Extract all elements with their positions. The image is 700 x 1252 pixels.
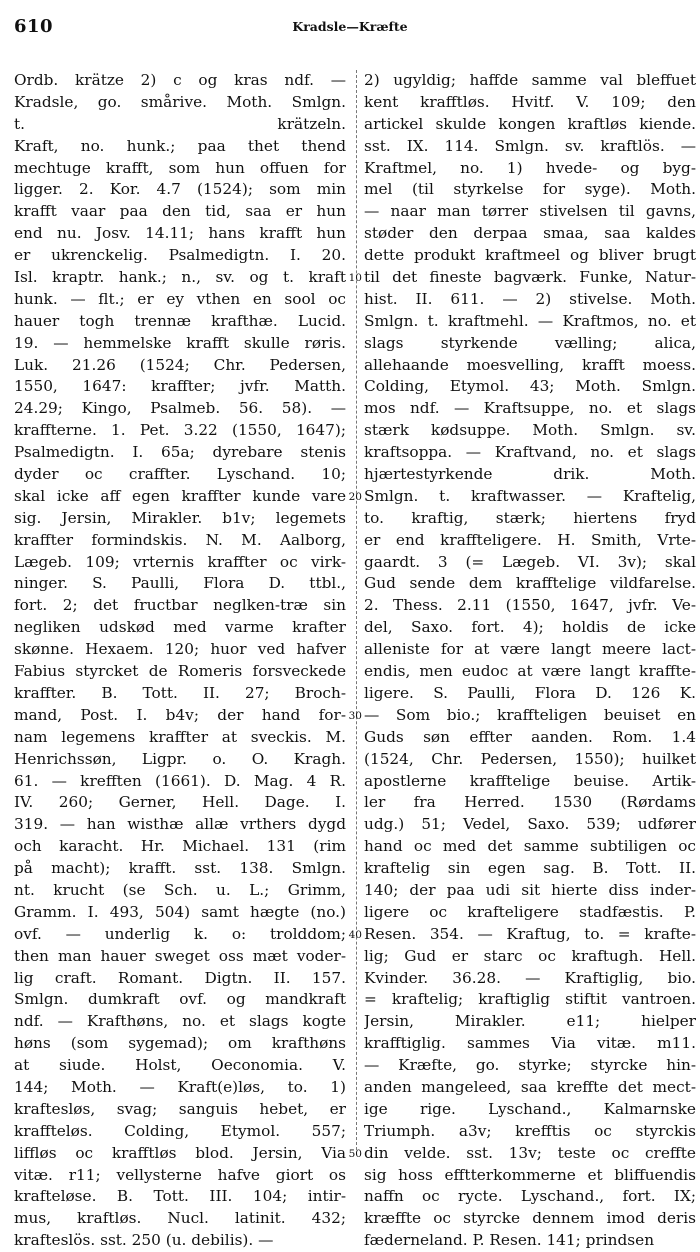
text-line: lig; Gud er starc oc kraftugh. Hell.	[364, 946, 696, 965]
line-number: 50	[348, 1148, 362, 1161]
text-line: Ordb. krätze 2) c og kras ndf. —	[14, 71, 346, 89]
line-number: 40	[348, 929, 362, 942]
text-line: ninger. S. Paulli, Flora D. ttbl.,	[14, 574, 346, 593]
text-line: Gud sende dem krafftelige vildfarelse.	[364, 574, 696, 593]
text-line: krafteløse. B. Tott. III. 104; intir-	[14, 1187, 346, 1206]
text-line: Jersin, Mirakler. e11; hielper	[364, 1012, 696, 1031]
text-line: sig hoss efftterkommerne et bliffuendis	[364, 1165, 696, 1184]
text-line: 19. — hemmelske krafft skulle røris.	[14, 333, 346, 352]
text-line: din velde. sst. 13v; teste oc creffte	[364, 1143, 696, 1162]
text-line: 24.29; Kingo, Psalmeb. 56. 58). —	[14, 399, 346, 418]
text-line: to. kraftig, stærk; hiertens fryd	[364, 508, 696, 527]
text-line: — Som bio.; kraffteligen beuiset en	[364, 705, 696, 724]
text-line: ovf. — underlig k. o: trolddom;	[14, 924, 346, 943]
text-line: Gramm. I. 493, 504) samt hægte (no.)	[14, 902, 346, 921]
text-line: hist. II. 611. — 2) stivelse. Moth.	[364, 289, 696, 308]
text-line: negliken udskød med varme krafter	[14, 618, 346, 637]
text-line: Kradsle, go. smårive. Moth. Smlgn.	[14, 92, 346, 111]
text-line: Kvinder. 36.28. — Kraftiglig, bio.	[364, 968, 696, 987]
text-line: vitæ. r11; vellysterne hafve giort os	[14, 1165, 346, 1184]
text-line: ligere oc krafteligere stadfæstis. P.	[364, 902, 696, 921]
text-line: krafftiglig. sammes Via vitæ. m11.	[364, 1034, 696, 1053]
text-line: Lægeb. 109; vrternis kraffter oc virk-	[14, 552, 346, 571]
text-line: skal icke aff egen kraffter kunde vare	[14, 486, 346, 505]
text-line: hauer togh trennæ krafthæ. Lucid.	[14, 311, 346, 330]
text-line: gaardt. 3 (= Lægeb. VI. 3v); skal	[364, 552, 696, 571]
text-line: then man hauer sweget oss mæt voder-	[14, 946, 346, 965]
text-line: 140; der paa udi sit hierte diss inder-	[364, 880, 696, 899]
text-line: sig. Jersin, Mirakler. b1v; legemets	[14, 508, 346, 527]
text-line: ndf. — Krafthøns, no. et slags kogte	[14, 1012, 346, 1031]
text-line: Triumph. a3v; krefftis oc styrckis	[364, 1121, 696, 1140]
text-line: = kraftelig; kraftiglig stiftit vantroen.	[364, 990, 696, 1009]
text-line: kraffteløs. Colding, Etymol. 557;	[14, 1121, 346, 1140]
text-line: nam legemens kraffter at sveckis. M.	[14, 727, 346, 746]
text-line: kraftsoppa. — Kraftvand, no. et slags	[364, 443, 696, 462]
text-line: liffløs oc krafftløs blod. Jersin, Via	[14, 1143, 346, 1162]
text-line: kraftelig sin egen sag. B. Tott. II.	[364, 859, 696, 878]
text-line: 144; Moth. — Kraft(e)løs, to. 1)	[14, 1077, 346, 1096]
column-divider	[356, 70, 357, 1155]
text-line: mus, kraftløs. Nucl. latinit. 432;	[14, 1209, 346, 1228]
text-line: sst. IX. 114. Smlgn. sv. kraftlös. —	[364, 136, 696, 155]
line-number: 30	[348, 710, 362, 723]
text-line: apostlerne krafftelige beuise. Artik-	[364, 771, 696, 790]
text-line: høns (som sygemad); om krafthøns	[14, 1034, 346, 1053]
text-line: 2. Thess. 2.11 (1550, 1647, jvfr. Ve-	[364, 596, 696, 615]
text-line: ligger. 2. Kor. 4.7 (1524); som min	[14, 180, 346, 199]
text-line: — naar man tørrer stivelsen til gavns,	[364, 202, 696, 221]
text-line: ligere. S. Paulli, Flora D. 126 K.	[364, 683, 696, 702]
text-line: Resen. 354. — Kraftug, to. = krafte-	[364, 924, 696, 943]
text-line: kent krafftløs. Hvitf. V. 109; den	[364, 92, 696, 111]
text-line: t. krätzeln.	[14, 114, 346, 133]
text-line: dyder oc craffter. Lyschand. 10;	[14, 465, 346, 484]
text-line: Smlgn. dumkraft ovf. og mandkraft	[14, 990, 346, 1009]
text-line: ige rige. Lyschand., Kalmarnske	[364, 1099, 696, 1118]
page-number: 610	[14, 16, 54, 37]
text-line: 61. — krefften (1661). D. Mag. 4 R.	[14, 771, 346, 790]
running-head: Kradsle—Kræfte	[292, 19, 408, 34]
text-line: skønne. Hexaem. 120; huor ved hafver	[14, 640, 346, 659]
text-line: Psalmedigtn. I. 65a; dyrebare stenis	[14, 443, 346, 462]
line-number: 20	[348, 491, 362, 504]
text-line: 1550, 1647: kraffter; jvfr. Matth.	[14, 377, 346, 396]
text-line: kraffterne. 1. Pet. 3.22 (1550, 1647);	[14, 421, 346, 440]
text-line: Kraft, no. hunk.; paa thet thend	[14, 136, 346, 155]
text-line: Isl. kraptr. hank.; n., sv. og t. kraft	[14, 268, 346, 287]
text-line: at siude. Holst, Oeconomia. V.	[14, 1056, 346, 1075]
text-line: Luk. 21.26 (1524; Chr. Pedersen,	[14, 355, 346, 374]
text-line: Kraftmel, no. 1) hvede- og byg-	[364, 158, 696, 177]
text-line: Guds søn effter aanden. Rom. 1.4	[364, 727, 696, 746]
text-line: 2) ugyldig; haffde samme val bleffuet	[364, 71, 696, 89]
text-line: kraffter formindskis. N. M. Aalborg,	[14, 530, 346, 549]
text-line: och karacht. Hr. Michael. 131 (rim	[14, 837, 346, 856]
text-line: hjærtestyrkende drik. Moth.	[364, 465, 696, 484]
left-column	[14, 70, 346, 1252]
page-header	[0, 16, 700, 44]
line-number: 10	[348, 272, 362, 285]
text-line: end nu. Josv. 14.11; hans krafft hun	[14, 224, 346, 243]
text-line: anden mangeleed, saa kreffte det mect-	[364, 1077, 696, 1096]
text-line: nt. krucht (se Sch. u. L.; Grimm,	[14, 880, 346, 899]
text-line: kraftesløs, svag; sanguis hebet, er	[14, 1099, 346, 1118]
text-line: Colding, Etymol. 43; Moth. Smlgn.	[364, 377, 696, 396]
text-line: naffn oc rycte. Lyschand., fort. IX;	[364, 1187, 696, 1206]
text-line: artickel skulde kongen kraftløs kiende.	[364, 114, 696, 133]
text-line: hunk. — flt.; er ey vthen en sool oc	[14, 289, 346, 308]
text-line: allehaande moesvelling, krafft moess.	[364, 355, 696, 374]
text-line: krafteslös. sst. 250 (u. debilis). —	[14, 1231, 274, 1250]
text-line: stærk kødsuppe. Moth. Smlgn. sv.	[364, 421, 696, 440]
text-line: alleniste for at være langt meere lact-	[364, 640, 696, 659]
text-line: IV. 260; Gerner, Hell. Dage. I.	[14, 793, 346, 812]
text-line: mos ndf. — Kraftsuppe, no. et slags	[364, 399, 696, 418]
text-line: støder den derpaa smaa, saa kaldes	[364, 224, 696, 243]
text-line: Smlgn. t. kraftwasser. — Kraftelig,	[364, 486, 696, 505]
text-line: del, Saxo. fort. 4); holdis de icke	[364, 618, 696, 637]
text-line: mechtuge krafft, som hun offuen for	[14, 158, 346, 177]
text-line: kræffte oc styrcke dennem imod deris	[364, 1209, 696, 1228]
text-line: udg.) 51; Vedel, Saxo. 539; udfører	[364, 815, 696, 834]
text-line: er end kraffteligere. H. Smith, Vrte-	[364, 530, 696, 549]
text-line: mand, Post. I. b4v; der hand for-	[14, 705, 346, 724]
text-line: er ukrenckelig. Psalmedigtn. I. 20.	[14, 246, 346, 265]
text-line: Smlgn. t. kraftmehl. — Kraftmos, no. et	[364, 311, 696, 330]
text-line: krafft vaar paa den tid, saa er hun	[14, 202, 346, 221]
text-line: — Kræfte, go. styrke; styrcke hin-	[364, 1056, 696, 1075]
right-column	[364, 70, 696, 1252]
text-line: lig craft. Romant. Digtn. II. 157.	[14, 968, 346, 987]
text-line: 319. — han wisthæ allæ vrthers dygd	[14, 815, 346, 834]
text-line: mel (til styrkelse for syge). Moth.	[364, 180, 696, 199]
text-line: fort. 2; det fructbar neglken-træ sin	[14, 596, 346, 615]
text-line: dette produkt kraftmeel og bliver brugt	[364, 246, 696, 265]
text-line: fæderneland. P. Resen. 141; prindsen	[364, 1231, 655, 1250]
text-line: (1524, Chr. Pedersen, 1550); huilket	[364, 749, 696, 768]
text-line: Fabius styrcket de Romeris forsveckede	[14, 662, 346, 681]
text-line: kraffter. B. Tott. II. 27; Broch-	[14, 683, 346, 702]
text-line: til det fineste bagværk. Funke, Natur-	[364, 268, 696, 287]
text-line: ler fra Herred. 1530 (Rørdams	[364, 793, 696, 812]
text-line: hand oc med det samme subtiligen oc	[364, 837, 696, 856]
text-line: endis, men eudoc at være langt kraffte-	[364, 662, 696, 681]
text-line: Henrichssøn, Ligpr. o. O. Kragh.	[14, 749, 346, 768]
text-line: på macht); krafft. sst. 138. Smlgn.	[14, 859, 346, 878]
text-line: slags styrkende vælling; alica,	[364, 333, 696, 352]
